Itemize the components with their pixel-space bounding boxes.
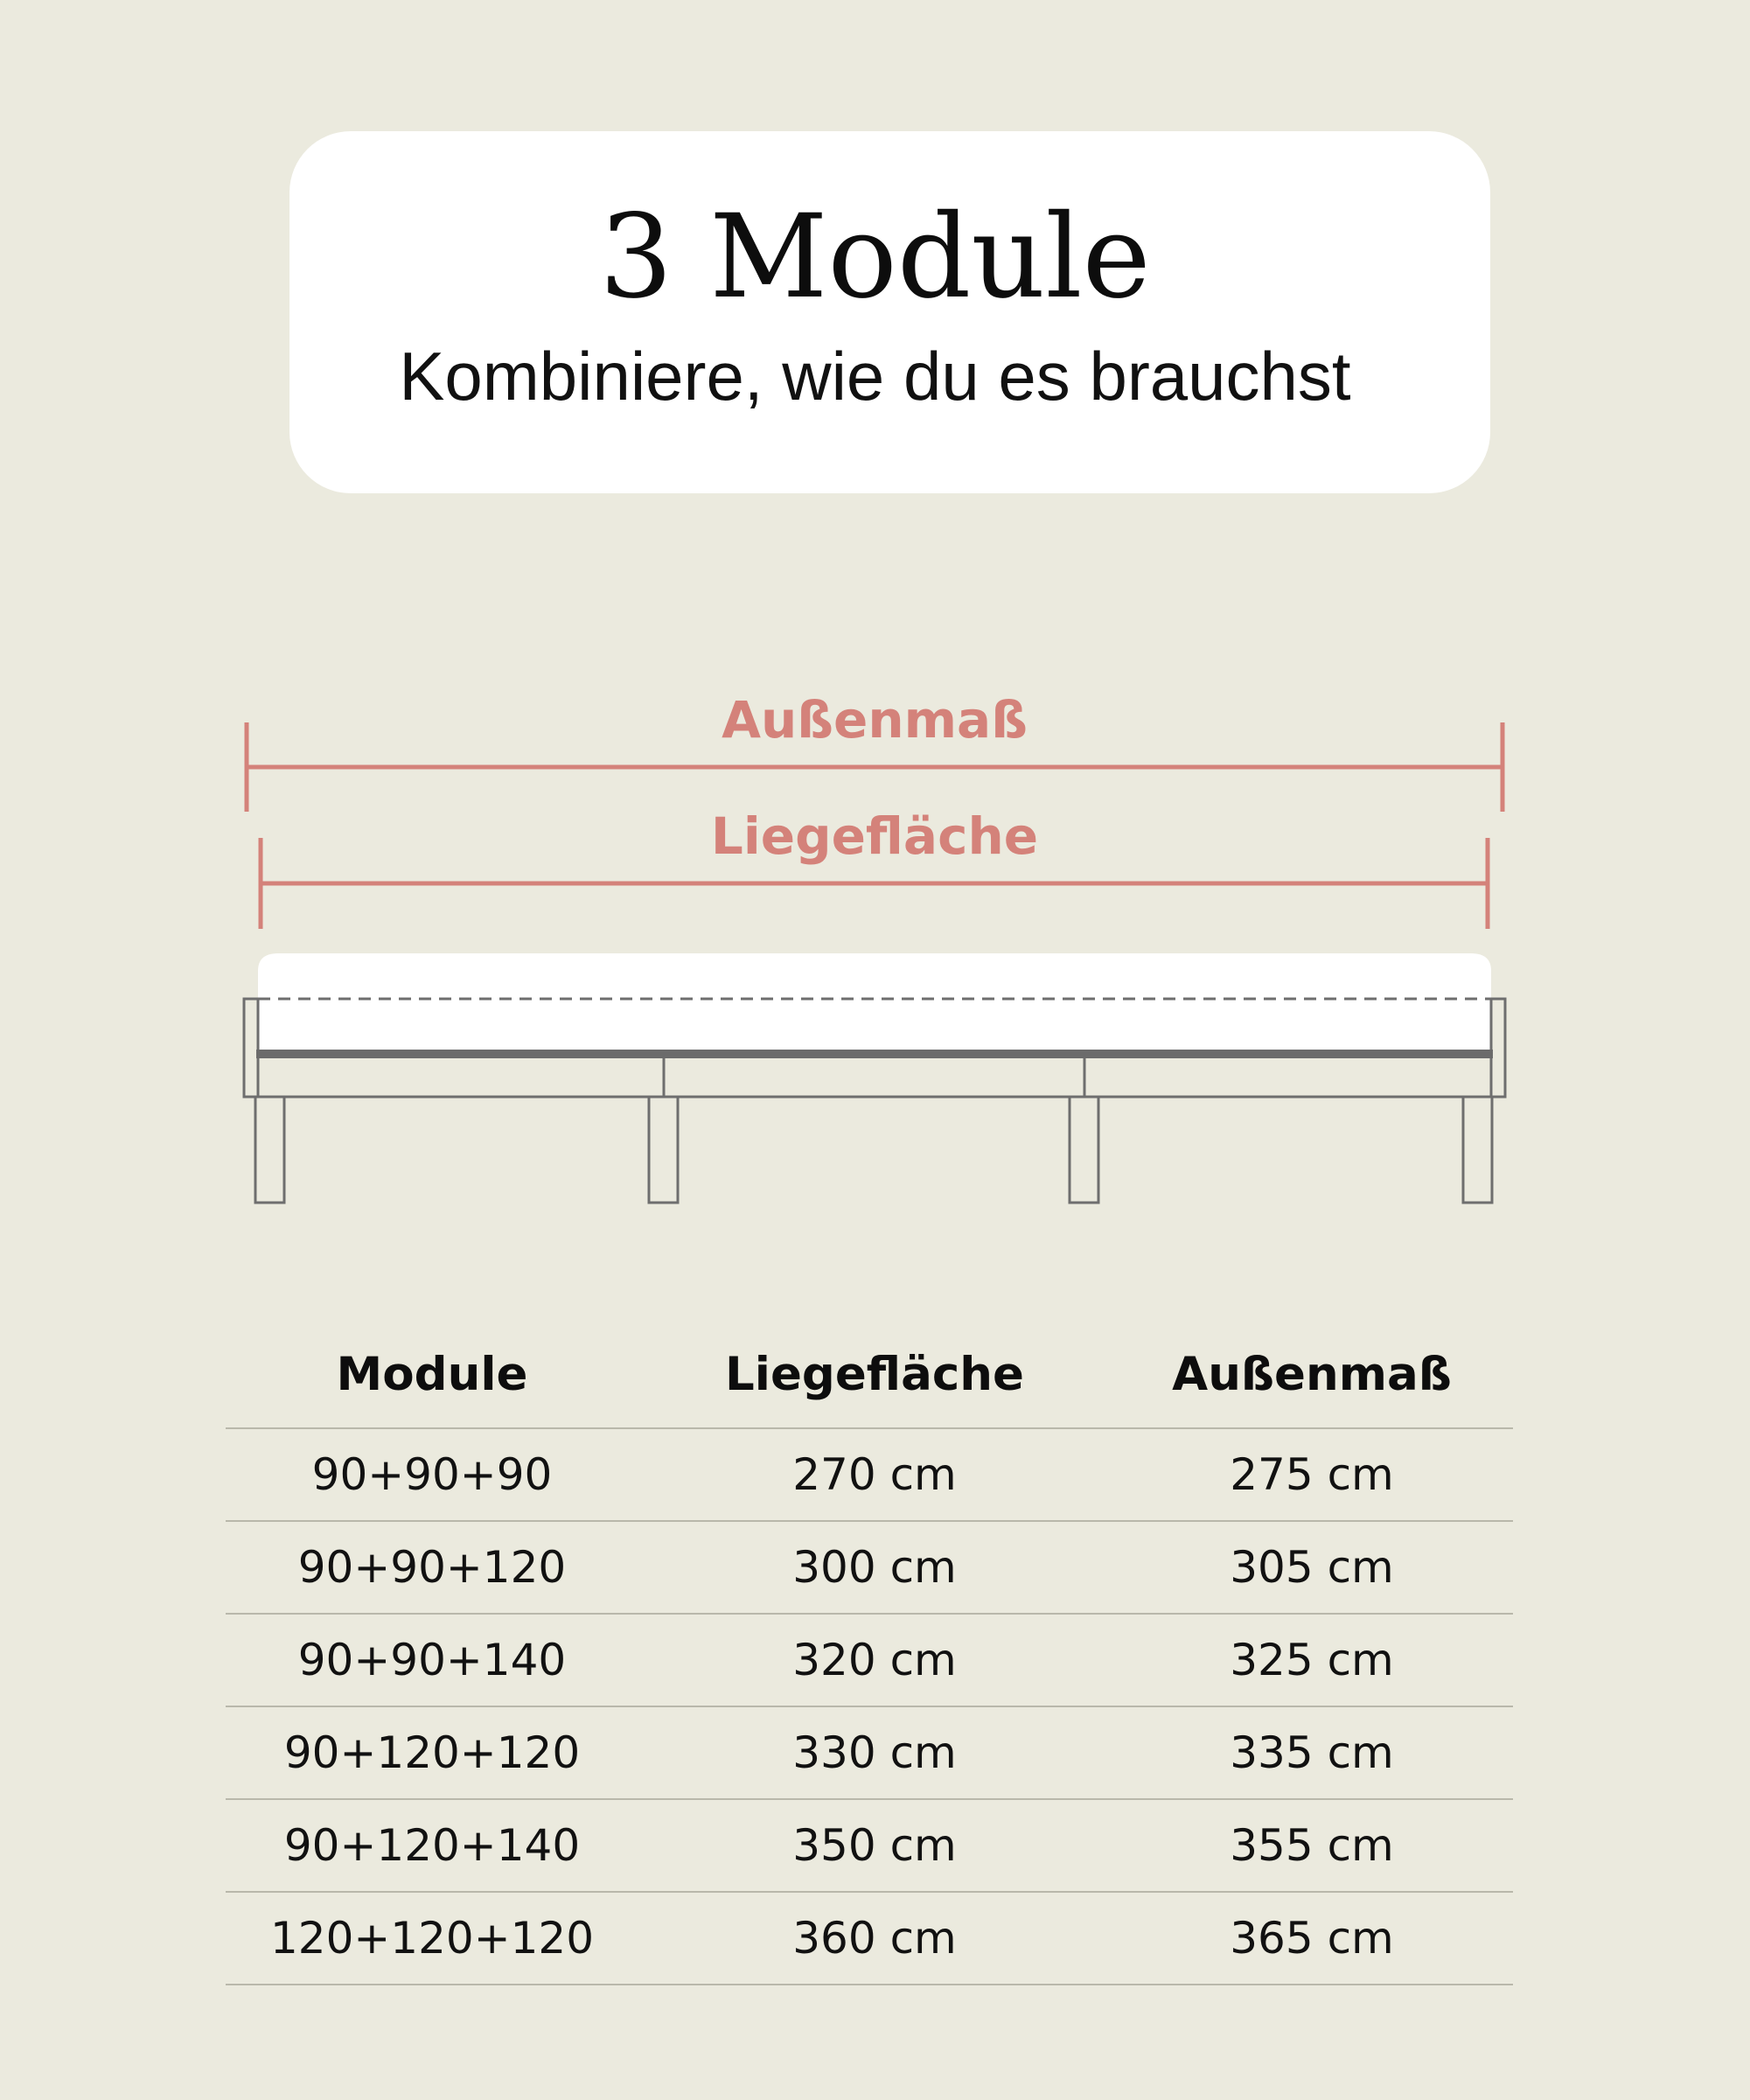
cell-liegeflaeche: 330 cm bbox=[792, 1727, 957, 1778]
cell-module: 90+90+120 bbox=[297, 1542, 567, 1593]
page-title: 3 Module bbox=[599, 190, 1151, 324]
slat-base bbox=[256, 1050, 1493, 1058]
header-module: Module bbox=[336, 1347, 528, 1401]
cell-module: 90+90+140 bbox=[297, 1635, 567, 1685]
bed-leg-3 bbox=[1070, 1097, 1098, 1203]
cell-module: 90+120+120 bbox=[283, 1727, 581, 1778]
cell-module: 120+120+120 bbox=[269, 1913, 595, 1964]
bed-leg-4 bbox=[1463, 1097, 1492, 1203]
table-header-row bbox=[226, 1321, 1513, 1429]
mattress bbox=[258, 953, 1491, 1050]
inner-dimension bbox=[261, 806, 1488, 929]
outer-dimension-label: Außenmaß bbox=[722, 690, 1028, 750]
cell-aussenmass: 305 cm bbox=[1230, 1542, 1394, 1593]
cell-module: 90+90+90 bbox=[311, 1449, 553, 1500]
cell-aussenmass: 275 cm bbox=[1230, 1449, 1394, 1500]
outer-dimension bbox=[247, 690, 1502, 812]
bed-leg-2 bbox=[649, 1097, 678, 1203]
header-aussenmass: Außenmaß bbox=[1172, 1347, 1452, 1401]
table-row bbox=[226, 1800, 1513, 1893]
table-row bbox=[226, 1429, 1513, 1522]
cell-liegeflaeche: 350 cm bbox=[792, 1820, 957, 1871]
bed-leg-1 bbox=[255, 1097, 284, 1203]
cell-module: 90+120+140 bbox=[283, 1820, 581, 1871]
header-liegeflaeche: Liegefläche bbox=[725, 1347, 1024, 1401]
cell-aussenmass: 355 cm bbox=[1230, 1820, 1394, 1871]
bed-illustration bbox=[244, 953, 1505, 1203]
table-row bbox=[226, 1522, 1513, 1615]
table-row bbox=[226, 1893, 1513, 1985]
cell-liegeflaeche: 270 cm bbox=[792, 1449, 957, 1500]
cell-liegeflaeche: 300 cm bbox=[792, 1542, 957, 1593]
cell-aussenmass: 365 cm bbox=[1230, 1913, 1394, 1964]
cell-liegeflaeche: 360 cm bbox=[792, 1913, 957, 1964]
cell-aussenmass: 325 cm bbox=[1230, 1635, 1394, 1685]
cell-liegeflaeche: 320 cm bbox=[792, 1635, 957, 1685]
cell-aussenmass: 335 cm bbox=[1230, 1727, 1394, 1778]
inner-dimension-label: Liegefläche bbox=[710, 806, 1039, 866]
dimensions-table bbox=[226, 1321, 1513, 1985]
page-subtitle: Kombiniere, wie du es brauchst bbox=[399, 338, 1351, 415]
table-row bbox=[226, 1615, 1513, 1707]
table-row bbox=[226, 1707, 1513, 1800]
